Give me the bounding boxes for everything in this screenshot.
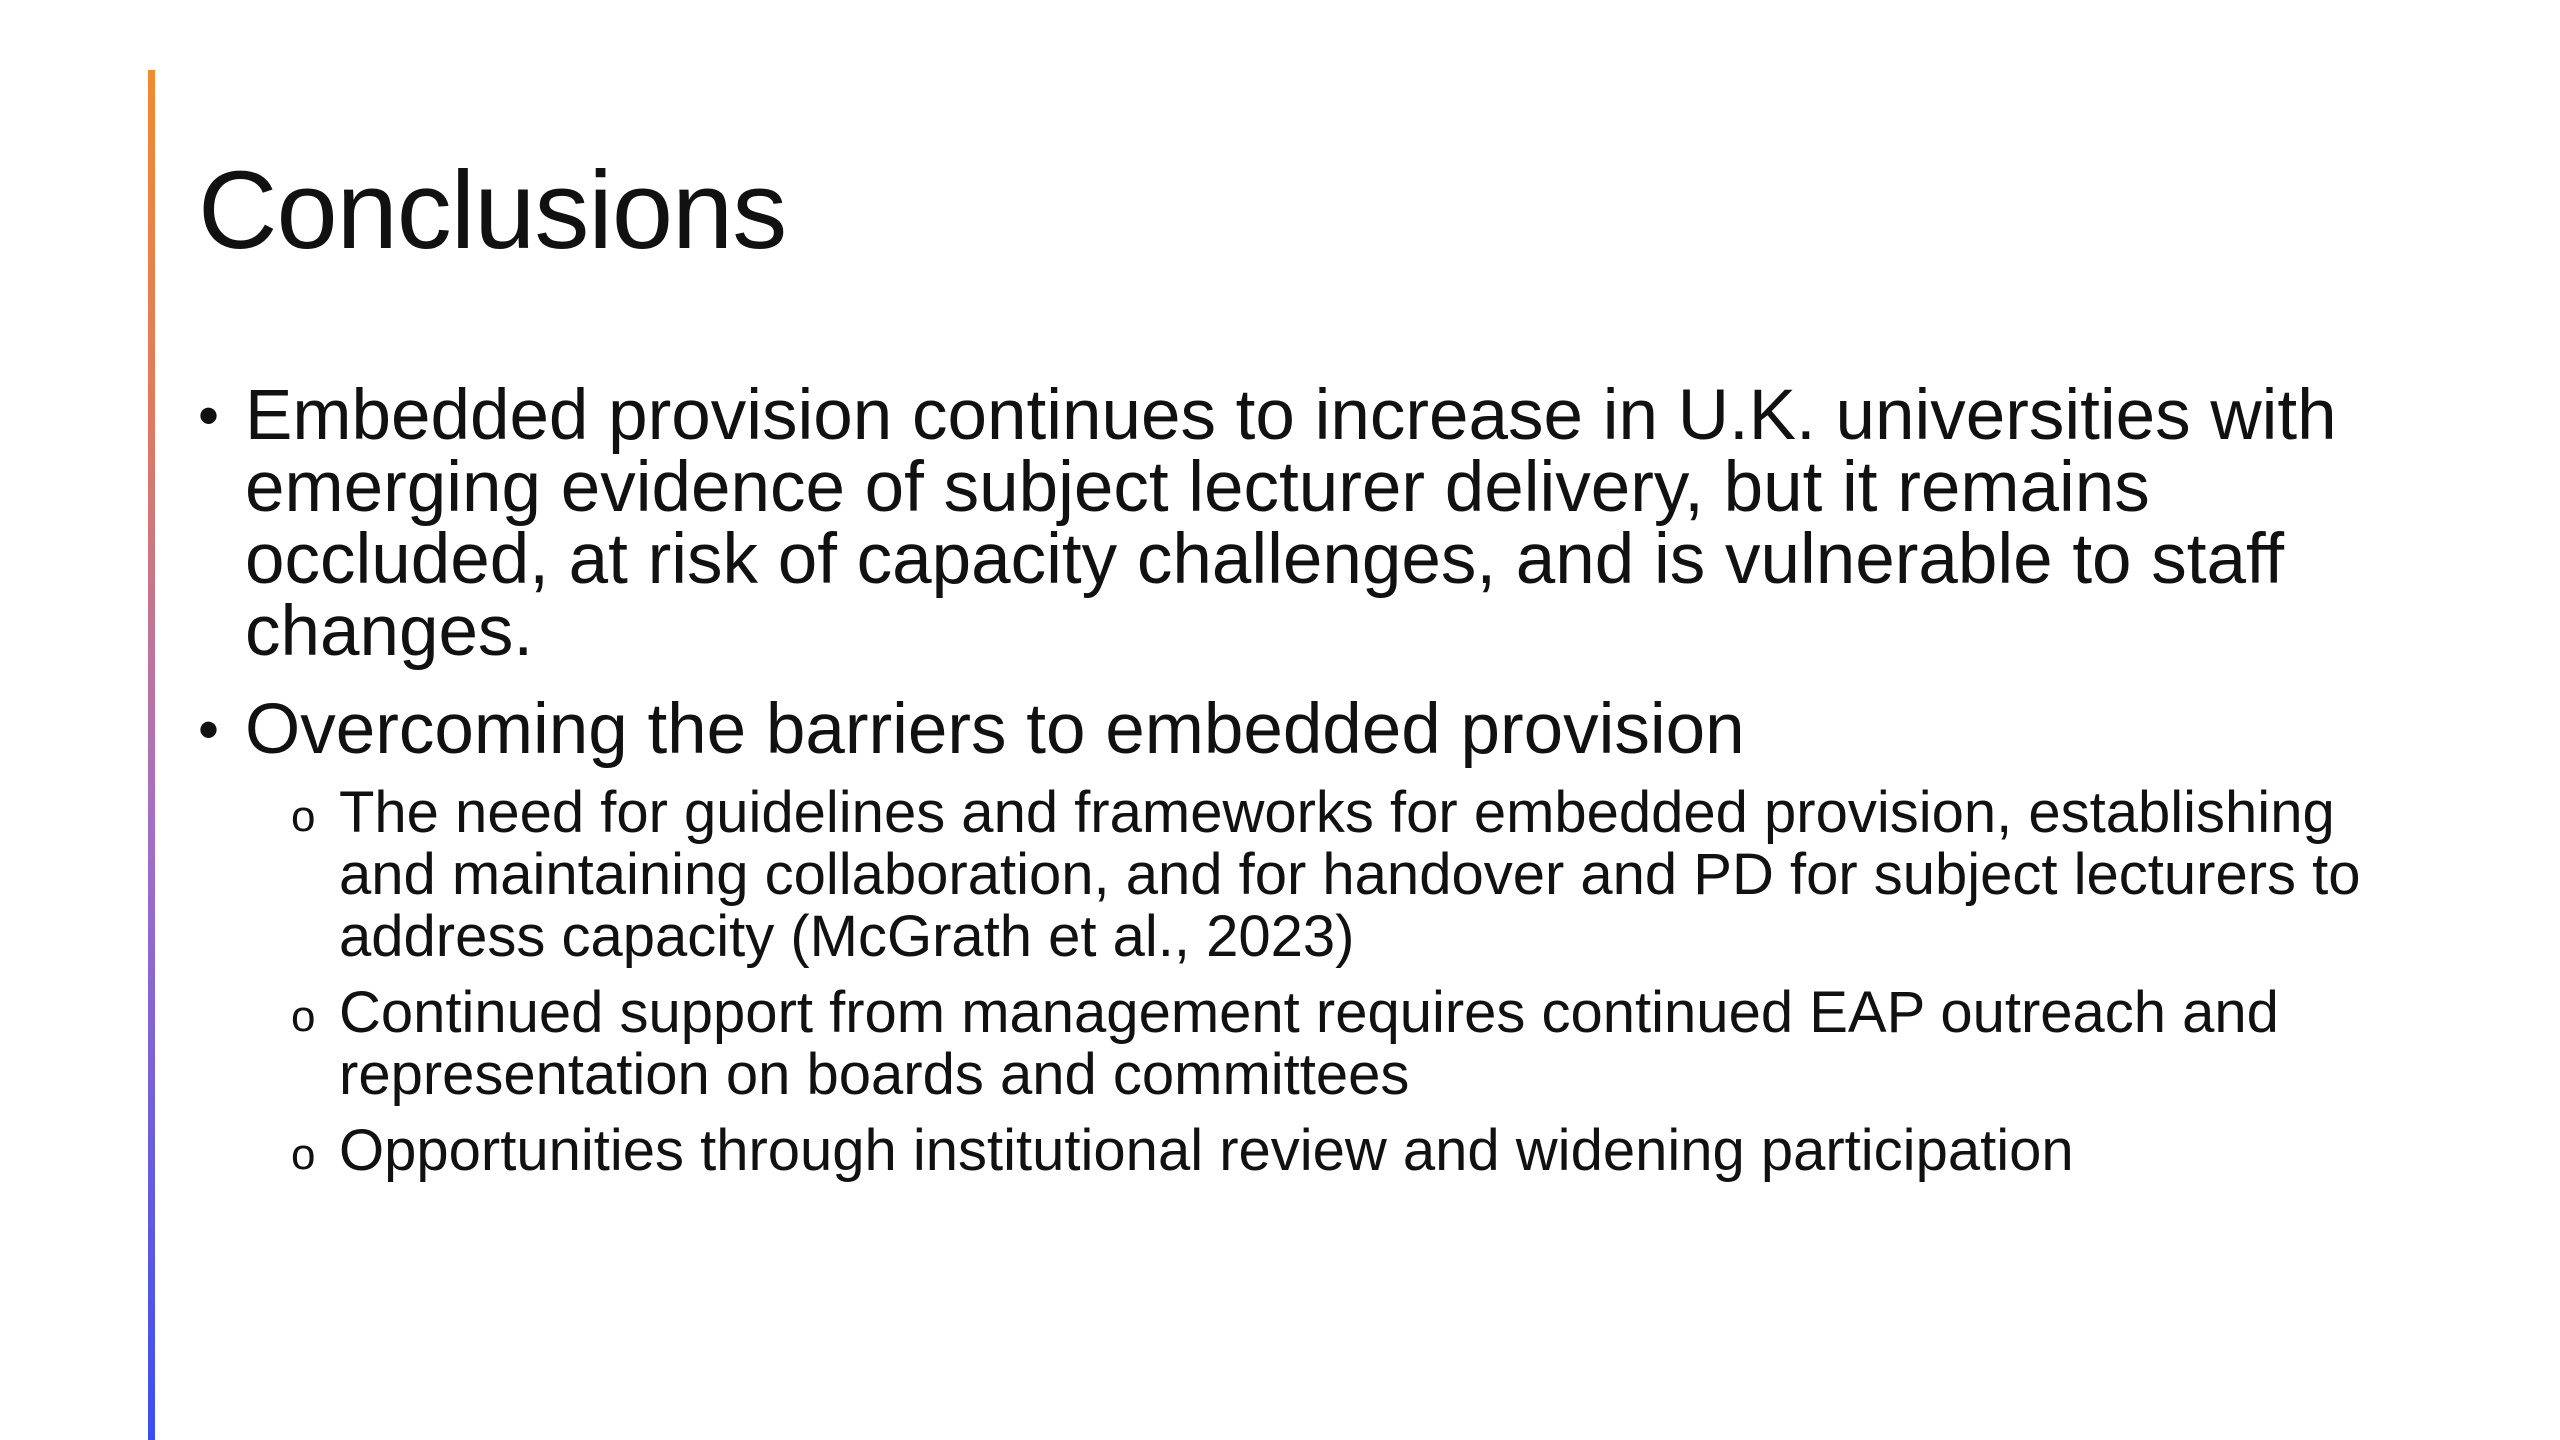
accent-bar	[148, 70, 155, 1440]
sub-bullet-text: Opportunities through institutional review and widening participation	[339, 1118, 2074, 1183]
bullet-text: Overcoming the barriers to embedded provision	[245, 690, 1745, 769]
sub-bullet-marker: o	[291, 992, 316, 1041]
bullet-item	[198, 690, 2438, 769]
sub-bullet-text: The need for guidelines and frameworks for embedded provision, establishing and maintaining collaboration, and for handover and PD for subject lecturers to address capacity (McGrath et al., 2023)	[339, 780, 2361, 969]
bullet-item	[198, 376, 2438, 671]
bullet-marker: •	[198, 696, 220, 763]
sub-bullet-list	[291, 782, 2438, 1186]
sub-bullet-item	[291, 1120, 2438, 1186]
slide-content	[198, 376, 2438, 1200]
slide-title: Conclusions	[198, 149, 787, 272]
sub-bullet-text: Continued support from management requires continued EAP outreach and representation on boards and committees	[339, 980, 2279, 1107]
sub-bullet-item	[291, 982, 2438, 1106]
sub-bullet-marker: o	[291, 792, 316, 841]
sub-bullet-marker: o	[291, 1130, 316, 1179]
bullet-marker: •	[198, 382, 220, 449]
bullet-text: Embedded provision continues to increase in U.K. universities with emerging evidence of subject lecturer delivery, but it remains occluded, at risk of capacity challenges, and is vulnerable to staff changes.	[245, 376, 2337, 671]
sub-bullet-item	[291, 782, 2438, 968]
